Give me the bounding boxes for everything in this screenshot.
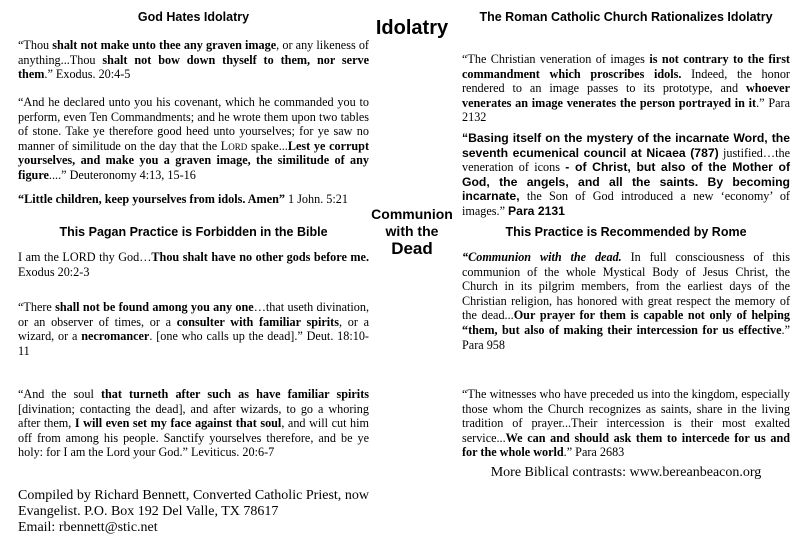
quote-deut-18-10: “There shall not be found among you any one…that useth divination, or an observer of times, or a consulter with familiar spirits, or a wizard, or a necromancer. [one who calls up the dead].” Deut. 18:10-11 (18, 300, 370, 358)
compiled-by-address: Compiled by Richard Bennett, Converted Catholic Priest, now Evangelist. P.O. Box 192 Del Valle, TX 78617 (18, 488, 369, 519)
quote-para-2131: “Basing itself on the mystery of the incarnate Word, the seventh ecumenical council at Nicaea (787) justified…the veneration of icons - of Christ, but also of the Mother of God, the angels, and all the saints. By becoming incarnate, the Son of God introduced a new ‘economy’ of images.” Para 2131 (462, 131, 791, 218)
title-line-dead: Dead (391, 239, 433, 258)
title-idolatry: Idolatry (375, 17, 449, 39)
right-column (462, 0, 790, 545)
quote-exodus-20-2: I am the LORD thy God…Thou shalt have no other gods before me. Exodus 20:2-3 (18, 250, 370, 279)
quote-para-958: “Communion with the dead. In full consciousness of this communion of the whole Mystical Body of Jesus Christ, the Church in its pilgrim members, from the earliest days of the Christian religion, has honored with great respect the memory of the dead...Our prayer for them is capable not only of helping “them, but also of making their intercession for us effective.” Para 958 (462, 250, 790, 352)
heading-recommended-by-rome: This Practice is Recommended by Rome (505, 225, 747, 239)
quote-1-john-5-21: “Little children, keep yourselves from idols. Amen” 1 John. 5:21 (18, 192, 348, 206)
title-communion-with-the-dead (362, 206, 462, 257)
center-column (362, 0, 462, 545)
compiled-by-credit (18, 488, 369, 536)
more-biblical-contrasts-link: More Biblical contrasts: www.bereanbeacon.org (490, 465, 762, 480)
quote-para-2132: “The Christian veneration of images is not contrary to the first commandment which proscribes idols. Indeed, the honor rendered to an image passes to its prototype, and whoever venerates an image venerates the person portrayed in it.” Para 2132 (462, 52, 790, 125)
quote-exodus-20-4: “Thou shalt not make unto thee any graven image, or any likeness of anything...Thou shalt not bow down thyself to them, nor serve them.” Exodus. 20:4-5 (18, 38, 369, 82)
quote-leviticus-20-6: “And the soul that turneth after such as have familiar spirits [divination; contacting the dead], and after wizards, to go a whoring after them, I will even set my face against that soul, and will cut him off from among his people. Sanctify yourselves therefore, and be ye holy: for I am the Lord your God.” Leviticus. 20:6-7 (18, 387, 369, 460)
compiled-by-email: Email: rbennett@stic.net (18, 520, 158, 535)
quote-deuteronomy-4-13: “And he declared unto you his covenant, which he commanded you to perform, even Ten Commandments; and he wrote them upon two tables of stone. Take ye therefore good heed unto yourselves; for ye saw no manner of similitude on the day that the Lord spake...Lest ye corrupt yourselves, and make you a graven image, the similitude of any figure....” Deuteronomy 4:13, 15-16 (18, 95, 370, 182)
title-line-communion: Communion (371, 206, 453, 222)
quote-para-2683: “The witnesses who have preceded us into the kingdom, especially those whom the Church recognizes as saints, share in the living tradition of prayer...Their intercession is their most exalted service...We can and should ask them to intercede for us and for the whole world.” Para 2683 (462, 387, 790, 460)
title-line-with-the: with the (385, 223, 439, 239)
heading-pagan-practice-forbidden: This Pagan Practice is Forbidden in the Bible (59, 225, 328, 239)
left-column (18, 0, 369, 545)
heading-roman-catholic-rationalizes: The Roman Catholic Church Rationalizes Idolatry (479, 10, 773, 24)
heading-god-hates-idolatry: God Hates Idolatry (137, 10, 250, 24)
